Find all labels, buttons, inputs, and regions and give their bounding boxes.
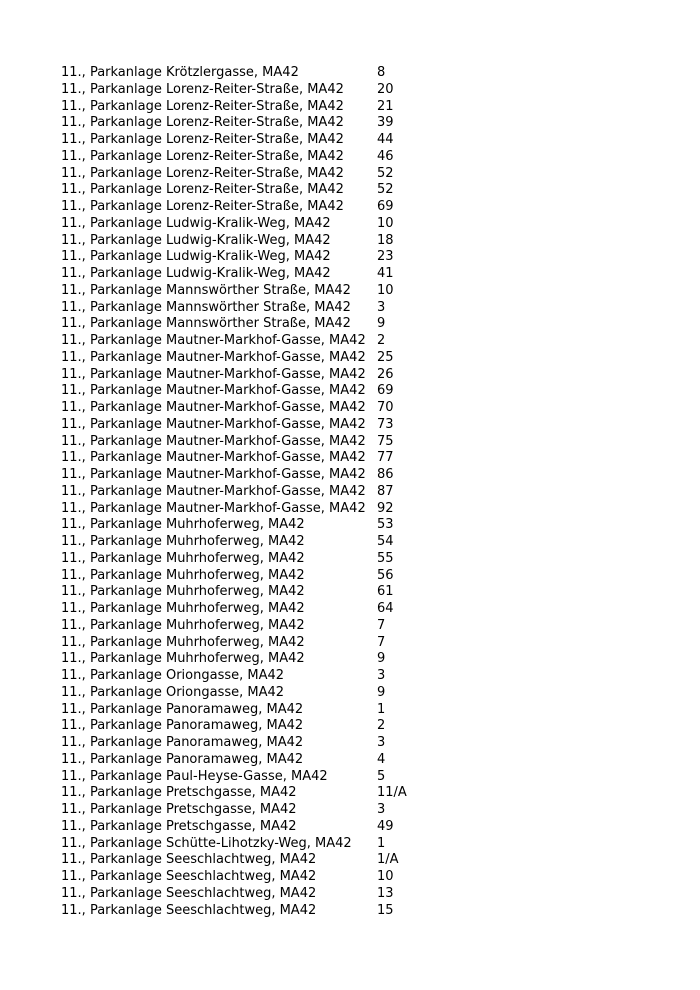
park-name-cell: 11., Parkanlage Mautner-Markhof-Gasse, MA42 bbox=[61, 450, 366, 466]
house-number-cell: 1/A bbox=[377, 852, 399, 868]
park-name-cell: 11., Parkanlage Lorenz-Reiter-Straße, MA42 bbox=[61, 165, 344, 181]
house-number-cell: 44 bbox=[377, 132, 394, 147]
house-number-cell: 9 bbox=[377, 684, 386, 700]
table-row bbox=[61, 836, 441, 853]
table-row bbox=[61, 266, 441, 283]
house-number-cell: 15 bbox=[377, 902, 394, 918]
table-row bbox=[61, 283, 441, 300]
house-number-cell: 7 bbox=[377, 617, 386, 633]
table-row bbox=[61, 166, 441, 183]
table-row bbox=[61, 350, 441, 367]
house-number-cell: 1 bbox=[377, 835, 386, 851]
house-number-cell: 8 bbox=[377, 65, 386, 80]
house-number-cell: 11/A bbox=[377, 785, 407, 801]
table-row bbox=[61, 769, 441, 786]
table-row bbox=[61, 702, 441, 719]
house-number-cell: 39 bbox=[377, 115, 394, 131]
table-row bbox=[61, 383, 441, 400]
house-number-cell: 86 bbox=[377, 467, 394, 482]
house-number-cell: 4 bbox=[377, 751, 386, 767]
park-name-cell: 11., Parkanlage Muhrhoferweg, MA42 bbox=[61, 550, 305, 566]
house-number-cell: 41 bbox=[377, 266, 394, 281]
table-row bbox=[61, 685, 441, 702]
address-table bbox=[61, 65, 441, 919]
table-row bbox=[61, 82, 441, 99]
house-number-cell: 9 bbox=[377, 316, 386, 332]
table-row bbox=[61, 233, 441, 250]
house-number-cell: 3 bbox=[377, 299, 386, 315]
house-number-cell: 7 bbox=[377, 634, 386, 650]
table-row bbox=[61, 601, 441, 618]
house-number-cell: 9 bbox=[377, 651, 386, 667]
park-name-cell: 11., Parkanlage Lorenz-Reiter-Straße, MA42 bbox=[61, 81, 344, 97]
park-name-cell: 11., Parkanlage Muhrhoferweg, MA42 bbox=[61, 601, 305, 616]
park-name-cell: 11., Parkanlage Lorenz-Reiter-Straße, MA42 bbox=[61, 199, 344, 214]
table-row bbox=[61, 467, 441, 484]
park-name-cell: 11., Parkanlage Lorenz-Reiter-Straße, MA42 bbox=[61, 115, 344, 131]
table-row bbox=[61, 785, 441, 802]
table-row bbox=[61, 551, 441, 568]
park-name-cell: 11., Parkanlage Ludwig-Kralik-Weg, MA42 bbox=[61, 215, 331, 231]
park-name-cell: 11., Parkanlage Panoramaweg, MA42 bbox=[61, 751, 304, 767]
house-number-cell: 23 bbox=[377, 249, 394, 265]
park-name-cell: 11., Parkanlage Lorenz-Reiter-Straße, MA42 bbox=[61, 148, 344, 164]
house-number-cell: 25 bbox=[377, 349, 394, 365]
house-number-cell: 52 bbox=[377, 165, 394, 181]
table-row bbox=[61, 869, 441, 886]
house-number-cell: 64 bbox=[377, 601, 394, 616]
house-number-cell: 10 bbox=[377, 215, 394, 231]
park-name-cell: 11., Parkanlage Mautner-Markhof-Gasse, MA42 bbox=[61, 433, 366, 449]
house-number-cell: 10 bbox=[377, 282, 394, 298]
park-name-cell: 11., Parkanlage Mautner-Markhof-Gasse, MA42 bbox=[61, 500, 366, 516]
table-row bbox=[61, 132, 441, 149]
park-name-cell: 11., Parkanlage Oriongasse, MA42 bbox=[61, 684, 285, 700]
house-number-cell: 49 bbox=[377, 818, 394, 834]
park-name-cell: 11., Parkanlage Pretschgasse, MA42 bbox=[61, 785, 297, 801]
park-name-cell: 11., Parkanlage Ludwig-Kralik-Weg, MA42 bbox=[61, 232, 331, 248]
table-row bbox=[61, 400, 441, 417]
table-row bbox=[61, 668, 441, 685]
house-number-cell: 69 bbox=[377, 199, 394, 214]
house-number-cell: 92 bbox=[377, 500, 394, 516]
park-name-cell: 11., Parkanlage Mautner-Markhof-Gasse, MA42 bbox=[61, 349, 366, 365]
table-row bbox=[61, 417, 441, 434]
park-name-cell: 11., Parkanlage Panoramaweg, MA42 bbox=[61, 735, 304, 750]
park-name-cell: 11., Parkanlage Mautner-Markhof-Gasse, MA42 bbox=[61, 366, 366, 382]
house-number-cell: 87 bbox=[377, 483, 394, 499]
park-name-cell: 11., Parkanlage Mannswörther Straße, MA42 bbox=[61, 282, 351, 298]
house-number-cell: 20 bbox=[377, 81, 394, 97]
park-name-cell: 11., Parkanlage Muhrhoferweg, MA42 bbox=[61, 517, 305, 533]
house-number-cell: 10 bbox=[377, 869, 394, 884]
house-number-cell: 2 bbox=[377, 333, 386, 348]
house-number-cell: 75 bbox=[377, 433, 394, 449]
house-number-cell: 61 bbox=[377, 584, 394, 600]
park-name-cell: 11., Parkanlage Paul-Heyse-Gasse, MA42 bbox=[61, 768, 328, 784]
park-name-cell: 11., Parkanlage Krötzlergasse, MA42 bbox=[61, 65, 299, 80]
park-name-cell: 11., Parkanlage Panoramaweg, MA42 bbox=[61, 701, 304, 717]
park-name-cell: 11., Parkanlage Panoramaweg, MA42 bbox=[61, 718, 304, 734]
house-number-cell: 18 bbox=[377, 232, 394, 248]
house-number-cell: 3 bbox=[377, 668, 386, 683]
table-row bbox=[61, 367, 441, 384]
house-number-cell: 73 bbox=[377, 416, 394, 432]
house-number-cell: 26 bbox=[377, 366, 394, 382]
table-row bbox=[61, 149, 441, 166]
park-name-cell: 11., Parkanlage Mannswörther Straße, MA42 bbox=[61, 299, 351, 315]
park-name-cell: 11., Parkanlage Muhrhoferweg, MA42 bbox=[61, 651, 305, 667]
house-number-cell: 69 bbox=[377, 383, 394, 399]
table-row bbox=[61, 484, 441, 501]
park-name-cell: 11., Parkanlage Ludwig-Kralik-Weg, MA42 bbox=[61, 266, 331, 281]
table-row bbox=[61, 450, 441, 467]
park-name-cell: 11., Parkanlage Lorenz-Reiter-Straße, MA42 bbox=[61, 98, 344, 114]
park-name-cell: 11., Parkanlage Oriongasse, MA42 bbox=[61, 668, 285, 683]
table-row bbox=[61, 819, 441, 836]
park-name-cell: 11., Parkanlage Mautner-Markhof-Gasse, MA42 bbox=[61, 416, 366, 432]
table-row bbox=[61, 568, 441, 585]
table-row bbox=[61, 718, 441, 735]
park-name-cell: 11., Parkanlage Muhrhoferweg, MA42 bbox=[61, 534, 305, 549]
park-name-cell: 11., Parkanlage Seeschlachtweg, MA42 bbox=[61, 869, 317, 884]
park-name-cell: 11., Parkanlage Muhrhoferweg, MA42 bbox=[61, 584, 305, 600]
table-row bbox=[61, 635, 441, 652]
park-name-cell: 11., Parkanlage Schütte-Lihotzky-Weg, MA42 bbox=[61, 835, 352, 851]
house-number-cell: 54 bbox=[377, 534, 394, 549]
table-row bbox=[61, 517, 441, 534]
table-row bbox=[61, 802, 441, 819]
house-number-cell: 53 bbox=[377, 517, 394, 533]
house-number-cell: 56 bbox=[377, 567, 394, 583]
table-row bbox=[61, 115, 441, 132]
house-number-cell: 13 bbox=[377, 885, 394, 901]
park-name-cell: 11., Parkanlage Seeschlachtweg, MA42 bbox=[61, 885, 317, 901]
house-number-cell: 55 bbox=[377, 550, 394, 566]
park-name-cell: 11., Parkanlage Muhrhoferweg, MA42 bbox=[61, 634, 305, 650]
house-number-cell: 2 bbox=[377, 718, 386, 734]
park-name-cell: 11., Parkanlage Mautner-Markhof-Gasse, MA42 bbox=[61, 467, 366, 482]
park-name-cell: 11., Parkanlage Muhrhoferweg, MA42 bbox=[61, 617, 305, 633]
table-row bbox=[61, 651, 441, 668]
table-row bbox=[61, 618, 441, 635]
table-row bbox=[61, 434, 441, 451]
table-row bbox=[61, 752, 441, 769]
table-row bbox=[61, 333, 441, 350]
table-row bbox=[61, 852, 441, 869]
table-row bbox=[61, 903, 441, 920]
house-number-cell: 77 bbox=[377, 450, 394, 466]
house-number-cell: 52 bbox=[377, 182, 394, 198]
park-name-cell: 11., Parkanlage Muhrhoferweg, MA42 bbox=[61, 567, 305, 583]
house-number-cell: 3 bbox=[377, 735, 386, 750]
park-name-cell: 11., Parkanlage Mautner-Markhof-Gasse, MA42 bbox=[61, 400, 366, 415]
table-row bbox=[61, 735, 441, 752]
park-name-cell: 11., Parkanlage Pretschgasse, MA42 bbox=[61, 802, 297, 817]
house-number-cell: 5 bbox=[377, 768, 386, 784]
table-row bbox=[61, 65, 441, 82]
park-name-cell: 11., Parkanlage Seeschlachtweg, MA42 bbox=[61, 852, 317, 868]
table-row bbox=[61, 886, 441, 903]
park-name-cell: 11., Parkanlage Mautner-Markhof-Gasse, MA42 bbox=[61, 333, 366, 348]
house-number-cell: 21 bbox=[377, 98, 394, 114]
park-name-cell: 11., Parkanlage Lorenz-Reiter-Straße, MA42 bbox=[61, 182, 344, 198]
table-row bbox=[61, 584, 441, 601]
table-row bbox=[61, 300, 441, 317]
house-number-cell: 1 bbox=[377, 701, 386, 717]
table-row bbox=[61, 501, 441, 518]
table-row bbox=[61, 249, 441, 266]
park-name-cell: 11., Parkanlage Ludwig-Kralik-Weg, MA42 bbox=[61, 249, 331, 265]
table-row bbox=[61, 182, 441, 199]
table-row bbox=[61, 316, 441, 333]
house-number-cell: 46 bbox=[377, 148, 394, 164]
table-row bbox=[61, 216, 441, 233]
table-row bbox=[61, 99, 441, 116]
park-name-cell: 11., Parkanlage Lorenz-Reiter-Straße, MA42 bbox=[61, 132, 344, 147]
park-name-cell: 11., Parkanlage Mannswörther Straße, MA42 bbox=[61, 316, 351, 332]
house-number-cell: 3 bbox=[377, 802, 386, 817]
park-name-cell: 11., Parkanlage Seeschlachtweg, MA42 bbox=[61, 902, 317, 918]
house-number-cell: 70 bbox=[377, 400, 394, 415]
table-row bbox=[61, 199, 441, 216]
park-name-cell: 11., Parkanlage Mautner-Markhof-Gasse, MA42 bbox=[61, 483, 366, 499]
table-row bbox=[61, 534, 441, 551]
park-name-cell: 11., Parkanlage Pretschgasse, MA42 bbox=[61, 818, 297, 834]
park-name-cell: 11., Parkanlage Mautner-Markhof-Gasse, MA42 bbox=[61, 383, 366, 399]
